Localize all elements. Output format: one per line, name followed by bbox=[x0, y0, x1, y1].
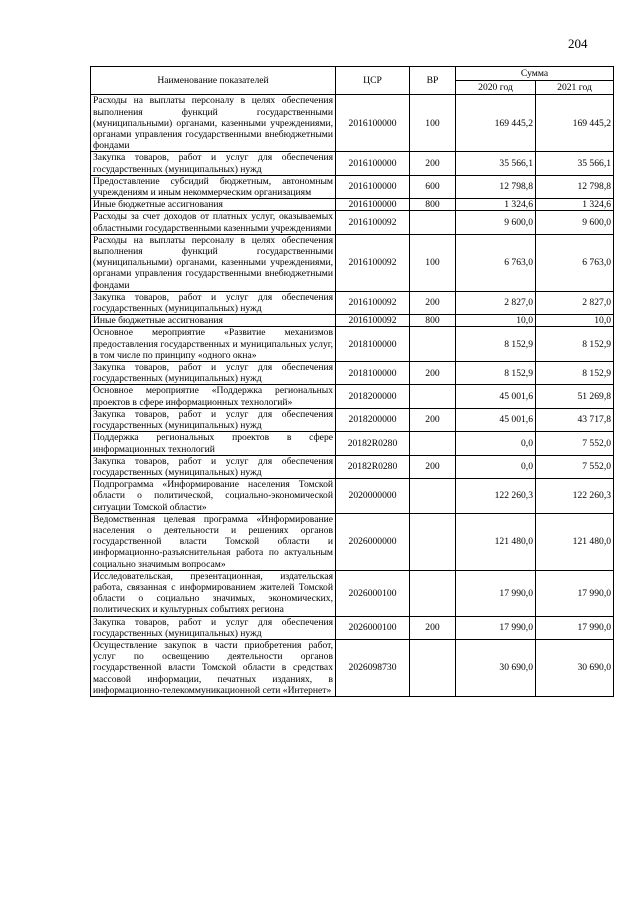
row-name: Закупка товаров, работ и услуг для обеспечения государственных (муниципальных) нужд bbox=[91, 291, 336, 314]
row-2021: 8 152,9 bbox=[536, 362, 614, 385]
row-csr: 2016100000 bbox=[336, 95, 410, 152]
row-2021: 2 827,0 bbox=[536, 291, 614, 314]
row-2020: 1 324,6 bbox=[456, 199, 536, 211]
row-2021: 35 566,1 bbox=[536, 152, 614, 175]
row-2021: 7 552,0 bbox=[536, 432, 614, 455]
table-row bbox=[91, 479, 614, 514]
row-csr: 2016100000 bbox=[336, 175, 410, 198]
row-2020: 17 990,0 bbox=[456, 570, 536, 616]
row-csr: 2026098730 bbox=[336, 639, 410, 696]
row-csr: 2018100000 bbox=[336, 362, 410, 385]
row-2020: 2 827,0 bbox=[456, 291, 536, 314]
header-row bbox=[91, 67, 614, 81]
table-row bbox=[91, 513, 614, 570]
table-row bbox=[91, 408, 614, 431]
row-csr: 2026000100 bbox=[336, 570, 410, 616]
row-2020: 8 152,9 bbox=[456, 362, 536, 385]
row-csr: 2016100092 bbox=[336, 234, 410, 291]
row-csr: 2020000000 bbox=[336, 479, 410, 514]
row-csr: 2016100092 bbox=[336, 315, 410, 327]
row-name: Закупка товаров, работ и услуг для обеспечения государственных (муниципальных) нужд bbox=[91, 455, 336, 478]
row-2020: 9 600,0 bbox=[456, 211, 536, 234]
row-vr bbox=[410, 479, 456, 514]
row-vr: 800 bbox=[410, 199, 456, 211]
row-name: Ведомственная целевая программа «Информирование населения о деятельности и решениях органов государственной власти Томской области и информационно-разъяснительная работа по актуальным социально значимым вопросам» bbox=[91, 513, 336, 570]
row-name: Закупка товаров, работ и услуг для обеспечения государственных (муниципальных) нужд bbox=[91, 616, 336, 639]
row-csr: 2016100092 bbox=[336, 291, 410, 314]
row-2020: 35 566,1 bbox=[456, 152, 536, 175]
table-row bbox=[91, 639, 614, 696]
row-2021: 121 480,0 bbox=[536, 513, 614, 570]
row-2020: 169 445,2 bbox=[456, 95, 536, 152]
row-vr bbox=[410, 327, 456, 362]
header-name: Наименование показателей bbox=[91, 67, 336, 95]
row-vr: 200 bbox=[410, 408, 456, 431]
row-csr: 20182R0280 bbox=[336, 432, 410, 455]
row-vr bbox=[410, 639, 456, 696]
row-name: Подпрограмма «Информирование населения Томской области о политической, социально-экономической ситуации Томской области» bbox=[91, 479, 336, 514]
row-2020: 0,0 bbox=[456, 432, 536, 455]
row-2021: 12 798,8 bbox=[536, 175, 614, 198]
table-row bbox=[91, 432, 614, 455]
row-2020: 12 798,8 bbox=[456, 175, 536, 198]
row-2020: 10,0 bbox=[456, 315, 536, 327]
table-row bbox=[91, 327, 614, 362]
header-2020: 2020 год bbox=[456, 81, 536, 95]
header-vr: ВР bbox=[410, 67, 456, 95]
row-2020: 17 990,0 bbox=[456, 616, 536, 639]
row-2020: 30 690,0 bbox=[456, 639, 536, 696]
row-2020: 45 001,6 bbox=[456, 385, 536, 408]
row-2020: 45 001,6 bbox=[456, 408, 536, 431]
budget-table bbox=[90, 66, 614, 697]
row-csr: 2018200000 bbox=[336, 385, 410, 408]
row-vr bbox=[410, 385, 456, 408]
table-row bbox=[91, 95, 614, 152]
table-row bbox=[91, 362, 614, 385]
row-csr: 2016100000 bbox=[336, 199, 410, 211]
row-vr: 200 bbox=[410, 455, 456, 478]
table-row bbox=[91, 616, 614, 639]
row-csr: 20182R0280 bbox=[336, 455, 410, 478]
row-csr: 2018200000 bbox=[336, 408, 410, 431]
row-2021: 6 763,0 bbox=[536, 234, 614, 291]
row-vr bbox=[410, 513, 456, 570]
row-2020: 6 763,0 bbox=[456, 234, 536, 291]
row-2020: 0,0 bbox=[456, 455, 536, 478]
row-vr: 600 bbox=[410, 175, 456, 198]
header-csr: ЦСР bbox=[336, 67, 410, 95]
row-vr: 100 bbox=[410, 95, 456, 152]
row-2021: 9 600,0 bbox=[536, 211, 614, 234]
row-vr: 200 bbox=[410, 291, 456, 314]
row-name: Закупка товаров, работ и услуг для обеспечения государственных (муниципальных) нужд bbox=[91, 408, 336, 431]
row-2021: 10,0 bbox=[536, 315, 614, 327]
row-vr: 800 bbox=[410, 315, 456, 327]
table-row bbox=[91, 211, 614, 234]
row-2021: 30 690,0 bbox=[536, 639, 614, 696]
row-name: Осуществление закупок в части приобретения работ, услуг по освещению деятельности органов государственной власти Томской области в средствах массовой информации, печатных изданиях, в информационно-телекоммуникационной сети «Интернет» bbox=[91, 639, 336, 696]
row-name: Закупка товаров, работ и услуг для обеспечения государственных (муниципальных) нужд bbox=[91, 152, 336, 175]
table-row bbox=[91, 385, 614, 408]
row-2021: 43 717,8 bbox=[536, 408, 614, 431]
table-row bbox=[91, 455, 614, 478]
row-name: Поддержка региональных проектов в сфере информационных технологий bbox=[91, 432, 336, 455]
row-name: Основное мероприятие «Развитие механизмов предоставления государственных и муниципальных услуг, в том числе по принципу «одного окна» bbox=[91, 327, 336, 362]
row-2021: 17 990,0 bbox=[536, 616, 614, 639]
row-2021: 122 260,3 bbox=[536, 479, 614, 514]
row-name: Иные бюджетные ассигнования bbox=[91, 315, 336, 327]
row-vr bbox=[410, 432, 456, 455]
row-2020: 8 152,9 bbox=[456, 327, 536, 362]
table-row bbox=[91, 315, 614, 327]
row-csr: 2026000100 bbox=[336, 616, 410, 639]
table-row bbox=[91, 199, 614, 211]
table-body bbox=[91, 95, 614, 697]
page-number: 204 bbox=[568, 36, 588, 51]
row-vr bbox=[410, 570, 456, 616]
row-name: Расходы на выплаты персоналу в целях обеспечения выполнения функций государственными (муниципальными) органами, казенными учреждениями, органами управления государственными внебюджетными фондами bbox=[91, 234, 336, 291]
row-name: Расходы за счет доходов от платных услуг, оказываемых областными государственными казенными учреждениями bbox=[91, 211, 336, 234]
row-name: Основное мероприятие «Поддержка региональных проектов в сфере информационных технологий» bbox=[91, 385, 336, 408]
row-name: Иные бюджетные ассигнования bbox=[91, 199, 336, 211]
row-2021: 169 445,2 bbox=[536, 95, 614, 152]
row-csr: 2026000000 bbox=[336, 513, 410, 570]
table-row bbox=[91, 234, 614, 291]
row-2021: 17 990,0 bbox=[536, 570, 614, 616]
row-csr: 2016100092 bbox=[336, 211, 410, 234]
row-csr: 2018100000 bbox=[336, 327, 410, 362]
row-csr: 2016100000 bbox=[336, 152, 410, 175]
table-row bbox=[91, 152, 614, 175]
row-name: Расходы на выплаты персоналу в целях обеспечения выполнения функций государственными (муниципальными) органами, казенными учреждениями, органами управления государственными внебюджетными фондами bbox=[91, 95, 336, 152]
row-2020: 122 260,3 bbox=[456, 479, 536, 514]
row-2020: 121 480,0 bbox=[456, 513, 536, 570]
row-vr: 200 bbox=[410, 362, 456, 385]
table-row bbox=[91, 175, 614, 198]
header-sum: Сумма bbox=[456, 67, 614, 81]
row-name: Закупка товаров, работ и услуг для обеспечения государственных (муниципальных) нужд bbox=[91, 362, 336, 385]
row-vr bbox=[410, 211, 456, 234]
row-name: Исследовательская, презентационная, издательская работа, связанная с информированием жителей Томской области о социально значимых, экономических, политических и культурных событиях региона bbox=[91, 570, 336, 616]
row-vr: 200 bbox=[410, 616, 456, 639]
header-2021: 2021 год bbox=[536, 81, 614, 95]
row-vr: 200 bbox=[410, 152, 456, 175]
row-2021: 7 552,0 bbox=[536, 455, 614, 478]
table-row bbox=[91, 291, 614, 314]
row-2021: 1 324,6 bbox=[536, 199, 614, 211]
row-vr: 100 bbox=[410, 234, 456, 291]
row-name: Предоставление субсидий бюджетным, автономным учреждениям и иным некоммерческим организациям bbox=[91, 175, 336, 198]
row-2021: 51 269,8 bbox=[536, 385, 614, 408]
table-row bbox=[91, 570, 614, 616]
row-2021: 8 152,9 bbox=[536, 327, 614, 362]
